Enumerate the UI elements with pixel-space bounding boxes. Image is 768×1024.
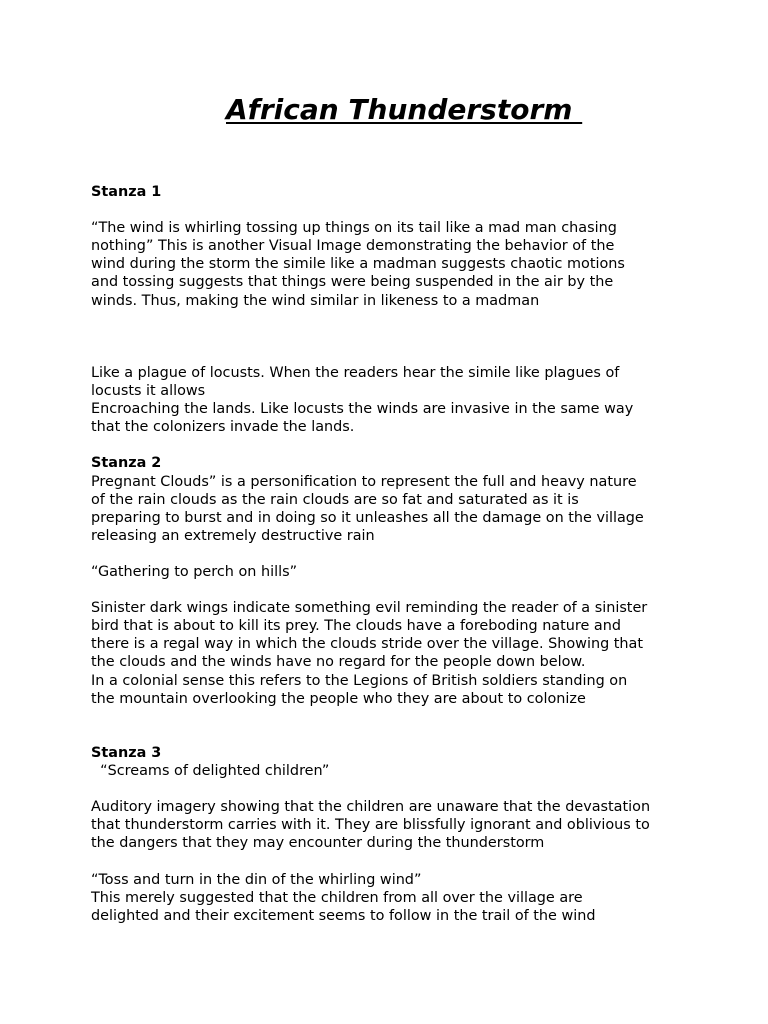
stanza-2-line: the clouds and the winds have no regard for the people down below. — [91, 654, 586, 671]
stanza-3-line: Auditory imagery showing that the children are unaware that the devastation — [91, 799, 651, 816]
stanza-1-line: that the colonizers invade the lands. — [91, 419, 355, 436]
stanza-2-line: bird that is about to kill its prey. The clouds have a foreboding nature and — [91, 618, 621, 635]
stanza-3-quote: “Screams of delighted children” — [91, 763, 330, 780]
stanza-1-line: and tossing suggests that things were being suspended in the air by the — [91, 274, 614, 291]
stanza-2-line: of the rain clouds as the rain clouds are so fat and saturated as it is — [91, 491, 579, 508]
document-title: African Thunderstorm — [226, 93, 583, 126]
document-body — [91, 183, 691, 925]
stanza-2-line: Sinister dark wings indicate something evil reminding the reader of a sinister — [91, 600, 648, 617]
stanza-1-line: nothing” This is another Visual Image demonstrating the behavior of the — [91, 238, 615, 255]
stanza-3-heading: Stanza 3 — [91, 744, 162, 761]
stanza-1-line: wind during the storm the simile like a madman suggests chaotic motions — [91, 256, 625, 273]
stanza-2-line: In a colonial sense this refers to the Legions of British soldiers standing on — [91, 672, 628, 689]
stanza-1-line: locusts it allows — [91, 383, 206, 400]
stanza-1-heading: Stanza 1 — [91, 184, 162, 200]
stanza-3-line: This merely suggested that the children from all over the village are — [91, 889, 583, 906]
stanza-2-line: there is a regal way in which the clouds stride over the village. Showing that — [91, 636, 644, 653]
stanza-2-line: Pregnant Clouds” is a personification to represent the full and heavy nature — [91, 473, 637, 490]
stanza-2-quote: “Gathering to perch on hills” — [91, 563, 298, 580]
stanza-1-line: “The wind is whirling tossing up things on its tail like a mad man chasing — [91, 220, 617, 237]
stanza-3-line: that thunderstorm carries with it. They are blissfully ignorant and oblivious to — [91, 817, 650, 834]
stanza-2-line: preparing to burst and in doing so it unleashes all the damage on the village — [91, 509, 644, 526]
stanza-1-line: Encroaching the lands. Like locusts the winds are invasive in the same way — [91, 401, 634, 418]
stanza-2-line: the mountain overlooking the people who they are about to colonize — [91, 690, 586, 707]
stanza-1-line: winds. Thus, making the wind similar in likeness to a madman — [91, 292, 540, 309]
stanza-2-heading: Stanza 2 — [91, 455, 162, 472]
stanza-3-line: the dangers that they may encounter during the thunderstorm — [91, 835, 545, 852]
stanza-3-line: delighted and their excitement seems to follow in the trail of the wind — [91, 907, 596, 924]
stanza-2-line: releasing an extremely destructive rain — [91, 527, 375, 544]
stanza-3-quote-2: “Toss and turn in the din of the whirling wind” — [91, 871, 422, 888]
stanza-1-line: Like a plague of locusts. When the readers hear the simile like plagues of — [91, 364, 620, 381]
